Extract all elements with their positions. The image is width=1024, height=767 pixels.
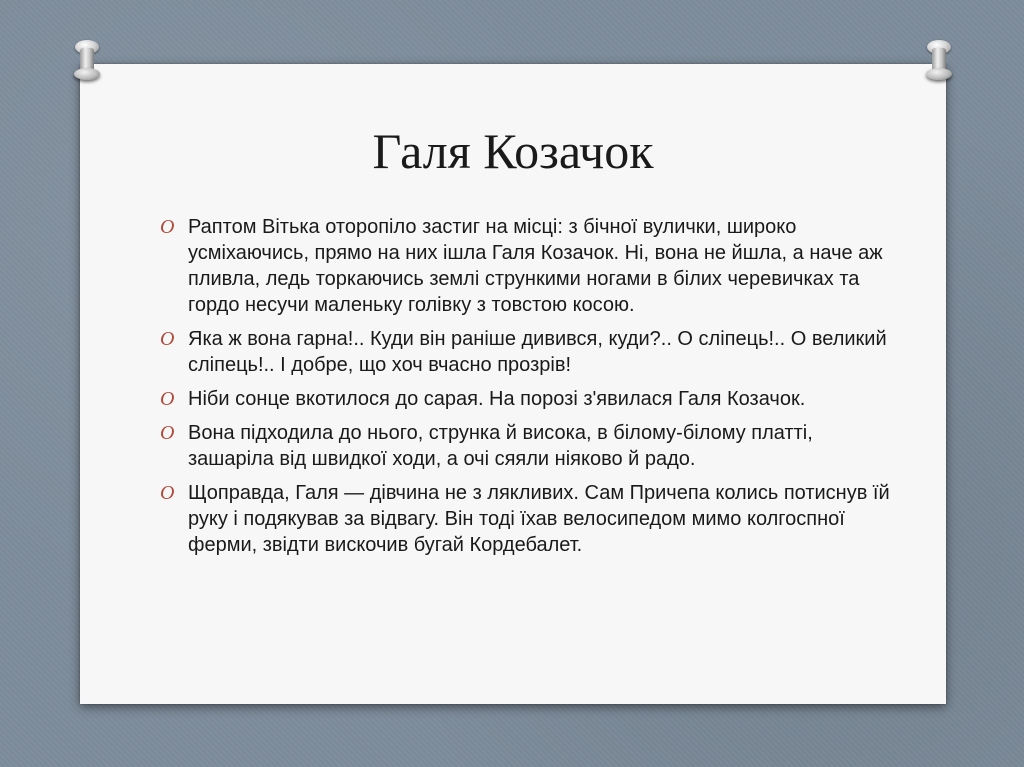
bullet-icon: O — [160, 482, 175, 504]
bullet-item — [160, 326, 890, 378]
bullet-item — [160, 386, 890, 412]
bullet-item — [160, 214, 890, 318]
bullet-text: Вона підходила до нього, струнка й висока, в білому-білому платті, зашаріла від швидкої ходи, а очі сяяли ніяково й радо. — [188, 422, 813, 470]
bullet-list — [160, 214, 890, 566]
bullet-text: Щоправда, Галя — дівчина не з лякливих. Сам Причепа колись потиснув їй руку і подякував за відвагу. Він тоді їхав велосипедом мимо колгоспної ферми, звідти вискочив бугай Кордебалет. — [188, 482, 890, 556]
pushpin-right-icon — [924, 40, 954, 84]
bullet-item — [160, 420, 890, 472]
slide-title: Галя Козачок — [372, 123, 654, 179]
bullet-icon: O — [160, 388, 175, 410]
bullet-text: Яка ж вона гарна!.. Куди він раніше дивився, куди?.. О сліпець!.. О великий сліпець!.. І добре, що хоч вчасно прозрів! — [188, 328, 887, 376]
bullet-text: Ніби сонце вкотилося до сарая. На порозі з'явилася Галя Козачок. — [188, 388, 806, 410]
bullet-icon: O — [160, 422, 175, 444]
bullet-item — [160, 480, 890, 558]
bullet-text: Раптом Вітька оторопіло застиг на місці: з бічної вулички, широко усміхаючись, прямо на них ішла Галя Козачок. Ні, вона не йшла, а наче аж пливла, ледь торкаючись землі стрункими ногами в білих черевичках та гордо несучи маленьку голівку з товстою косою. — [188, 216, 883, 316]
bullet-icon: O — [160, 328, 175, 350]
bullet-icon: O — [160, 216, 175, 238]
pushpin-left-icon — [72, 40, 102, 84]
